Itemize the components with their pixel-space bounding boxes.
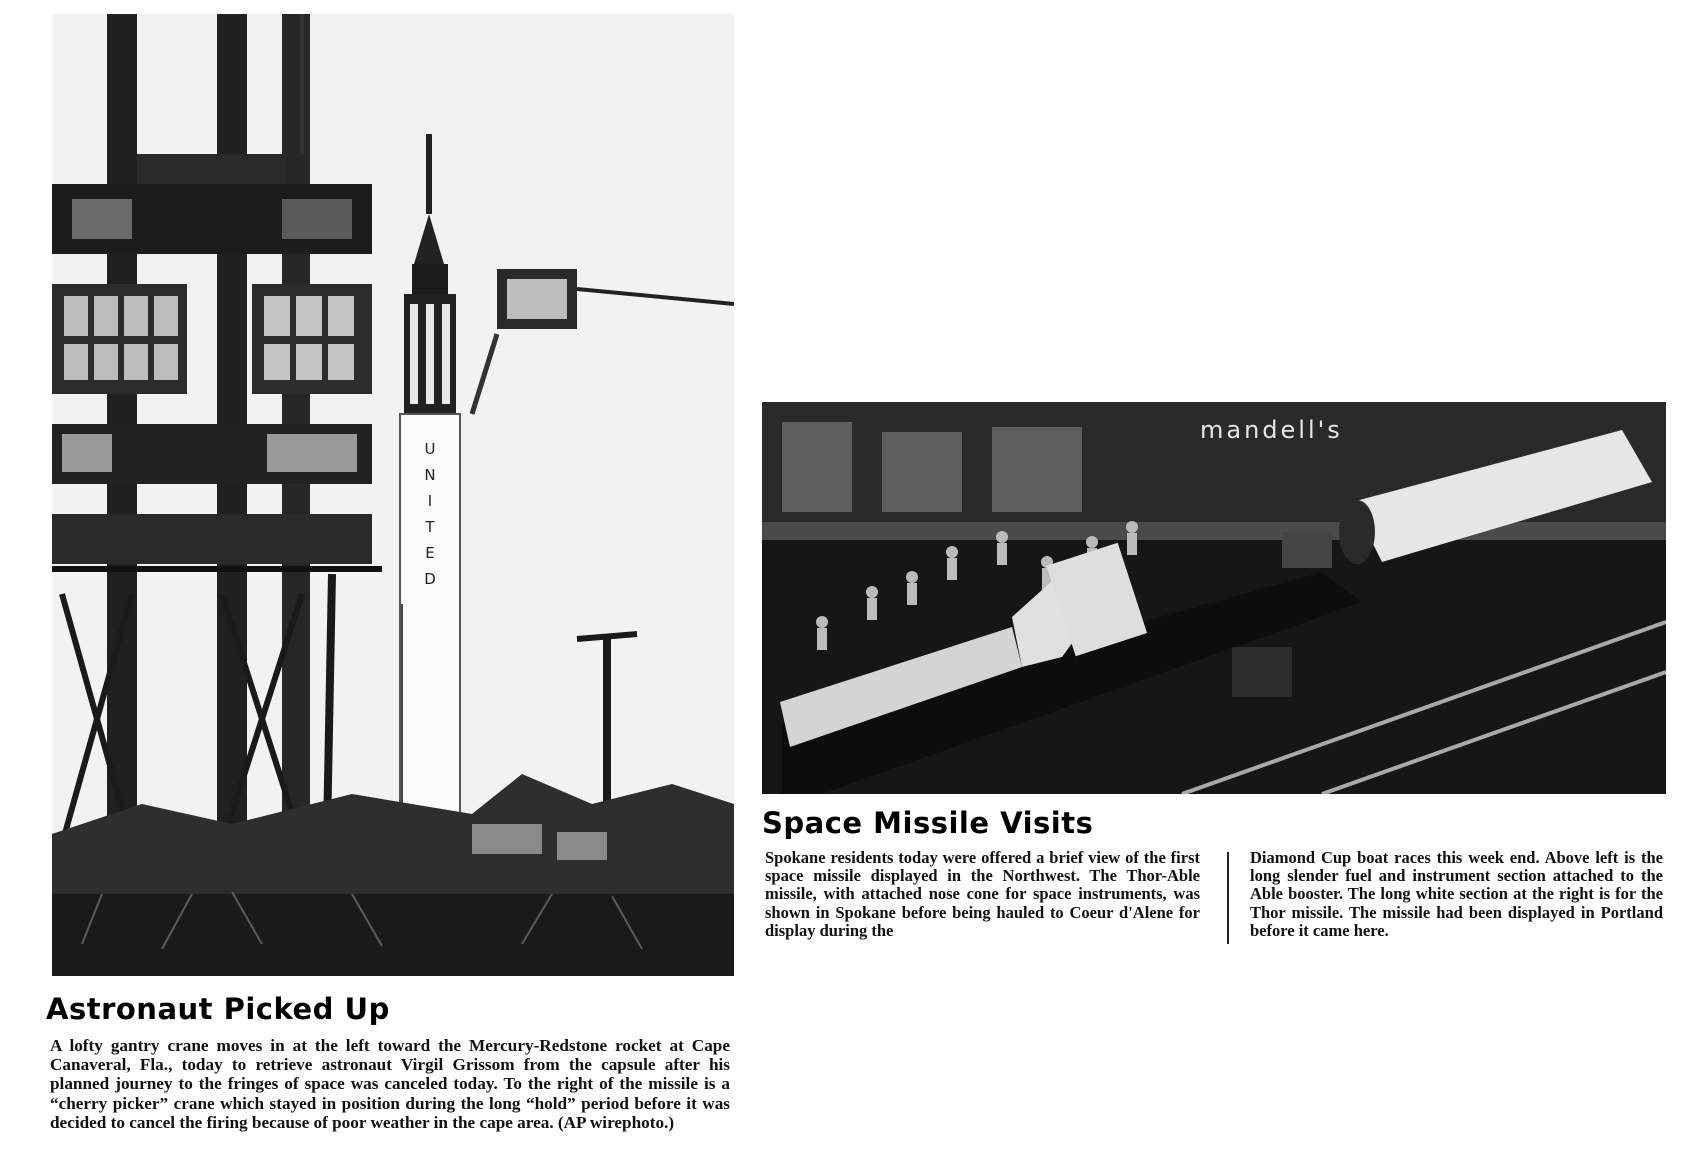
rocket-lettering-t: T <box>425 518 435 536</box>
rocket-gantry-photo <box>52 14 734 976</box>
storefront-sign: mandell's <box>1200 416 1343 444</box>
rocket-lettering-u: U <box>424 440 436 458</box>
story-caption-column-1: Spokane residents today were offered a brief view of the first space missile displayed in the Northwest. The Thor-Able missile, with attached nose cone for space instruments, was shown in Spokane before being hauled to Coeur d'Alene for display during the <box>765 848 1200 940</box>
story-caption: A lofty gantry crane moves in at the left toward the Mercury-Redstone rocket at Cape Canaveral, Fla., today to retrieve astronaut Virgil Grissom from the capsule after his planned journey to the fringes of space was canceled today. To the right of the missile is a “cherry picker” crane which stayed in position during the long “hold” period before it was decided to cancel the firing because of poor weather in the cape area. (AP wirephoto.) <box>50 1036 730 1132</box>
rocket-gantry-illustration <box>52 14 734 976</box>
story-headline: Astronaut Picked Up <box>46 992 390 1026</box>
story-caption-column-2: Diamond Cup boat races this week end. Above left is the long slender fuel and instrument section attached to the Able booster. The long white section at the right is for the Thor missile. The missile had been displayed in Portland before it came here. <box>1250 848 1663 940</box>
rocket-lettering-d: D <box>424 570 436 588</box>
missile-on-truck-photo <box>762 402 1666 794</box>
rocket-lettering-e: E <box>425 544 435 562</box>
missile-truck-illustration <box>762 402 1666 794</box>
column-divider <box>1227 852 1229 944</box>
rocket-lettering-i: I <box>427 492 433 510</box>
story-headline: Space Missile Visits <box>762 806 1094 840</box>
rocket-lettering-n: N <box>424 466 436 484</box>
